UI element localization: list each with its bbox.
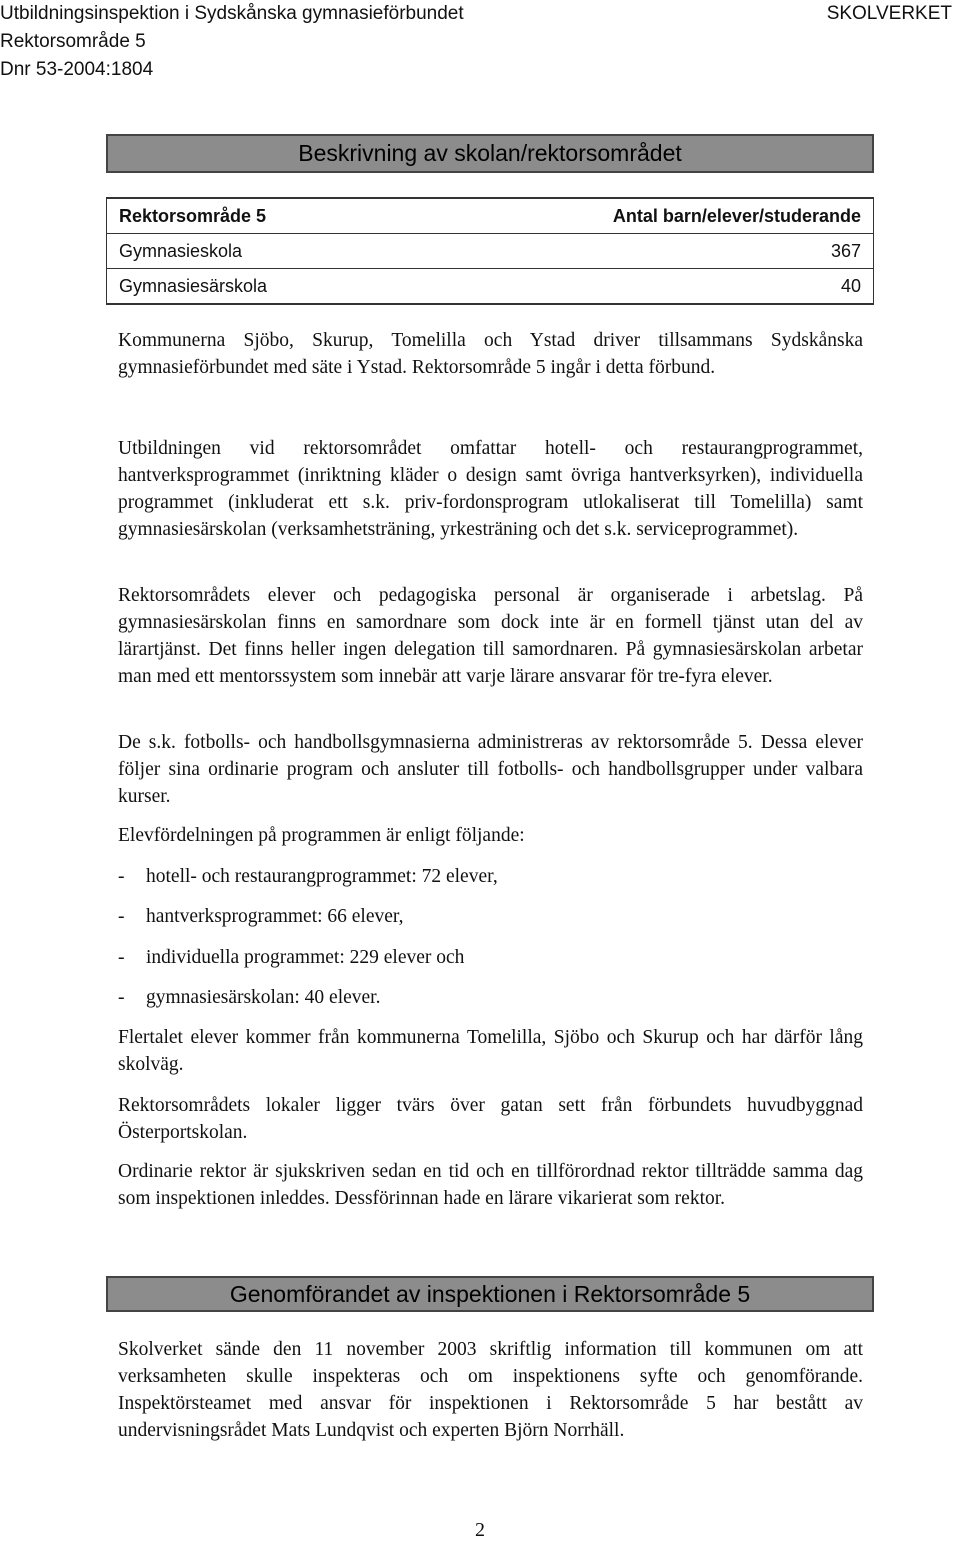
table-header-left: Rektorsområde 5 bbox=[107, 198, 404, 234]
paragraph-organisation: Rektorsområdets elever och pedagogiska personal är organiserade i arbetslag. På gymnasiesärskolan finns en samordnare som dock inte är en formell tjänst utan del av lärartjänst. Det finns heller ingen delegation till samordnaren. På gymnasiesärskolan arbetar man med ett mentorssystem som innebär att varje lärare ansvarar för tre-fyra elever. bbox=[118, 585, 863, 687]
table-cell-value: 367 bbox=[404, 234, 874, 269]
list-dash: - bbox=[118, 987, 125, 1008]
paragraph-sports: De s.k. fotbolls- och handbollsgymnasierna administreras av rektorsområde 5. Dessa elever följer sina ordinarie program och ansluter till fotbolls- och handbollsgrupper under valbara kurser. bbox=[118, 732, 863, 807]
list-item bbox=[118, 984, 863, 1011]
paragraph-premises: Rektorsområdets lokaler ligger tvärs över gatan sett från förbundets huvudbyggnad Österportskolan. bbox=[118, 1095, 863, 1143]
table-cell-label: Gymnasiesärskola bbox=[107, 269, 404, 305]
table-header-row bbox=[107, 198, 874, 234]
paragraph-travel: Flertalet elever kommer från kommunerna Tomelilla, Sjöbo och Skurup och har därför lång skolväg. bbox=[118, 1027, 863, 1075]
list-item bbox=[118, 944, 863, 971]
section-heading-inspection: Genomförandet av inspektionen i Rektorsområde 5 bbox=[106, 1276, 874, 1312]
header-subtitle: Rektorsområde 5 bbox=[0, 31, 146, 52]
document-header bbox=[0, 0, 464, 84]
paragraph-municipalities: Kommunerna Sjöbo, Skurup, Tomelilla och Ystad driver tillsammans Sydskånska gymnasieförbundet med säte i Ystad. Rektorsområde 5 ingår i detta förbund. bbox=[118, 330, 863, 378]
list-item-text: hantverksprogrammet: 66 elever, bbox=[146, 906, 404, 927]
table-cell-label: Gymnasieskola bbox=[107, 234, 404, 269]
section-heading-description: Beskrivning av skolan/rektorsområdet bbox=[106, 134, 874, 173]
paragraph-principal: Ordinarie rektor är sjukskriven sedan en tid och en tillförordnad rektor tillträdde samma dag som inspektionen inleddes. Dessförinnan hade en lärare vikarierat som rektor. bbox=[118, 1161, 863, 1209]
list-item bbox=[118, 863, 863, 890]
list-item-text: hotell- och restaurangprogrammet: 72 elever, bbox=[146, 866, 498, 887]
list-item-text: individuella programmet: 229 elever och bbox=[146, 947, 465, 968]
list-item-text: gymnasiesärskolan: 40 elever. bbox=[146, 987, 381, 1008]
list-dash: - bbox=[118, 947, 125, 968]
list-dash: - bbox=[118, 866, 125, 887]
paragraph-distribution-intro: Elevfördelningen på programmen är enligt följande: bbox=[118, 825, 525, 846]
student-count-table bbox=[106, 197, 874, 305]
table-row bbox=[107, 234, 874, 269]
page-number: 2 bbox=[475, 1519, 485, 1541]
paragraph-inspection: Skolverket sände den 11 november 2003 skriftlig information till kommunen om att verksamheten skulle inspekteras och om inspektionens syfte och genomförande. Inspektörsteamet med ansvar för inspektionen i Rektorsområde 5 har bestått av undervisningsrådet Mats Lundqvist och experten Björn Norrhäll. bbox=[118, 1339, 863, 1441]
table-cell-value: 40 bbox=[404, 269, 874, 305]
header-title: Utbildningsinspektion i Sydskånska gymnasieförbundet bbox=[0, 3, 464, 24]
list-item bbox=[118, 903, 863, 930]
header-dnr: Dnr 53-2004:1804 bbox=[0, 59, 154, 80]
header-brand: SKOLVERKET bbox=[826, 3, 952, 24]
list-dash: - bbox=[118, 906, 125, 927]
table-header-right: Antal barn/elever/studerande bbox=[404, 198, 874, 234]
paragraph-education: Utbildningen vid rektorsområdet omfattar hotell- och restaurangprogrammet, hantverksprogrammet (inriktning kläder o design samt övriga hantverksyrken), individuella programmet (inkluderat ett s.k. priv-fordonsprogram utlokaliserat till Tomelilla) samt gymnasiesärskolan (verksamhetsträning, yrkesträning och det s.k. serviceprogrammet). bbox=[118, 438, 863, 540]
table-row bbox=[107, 269, 874, 305]
